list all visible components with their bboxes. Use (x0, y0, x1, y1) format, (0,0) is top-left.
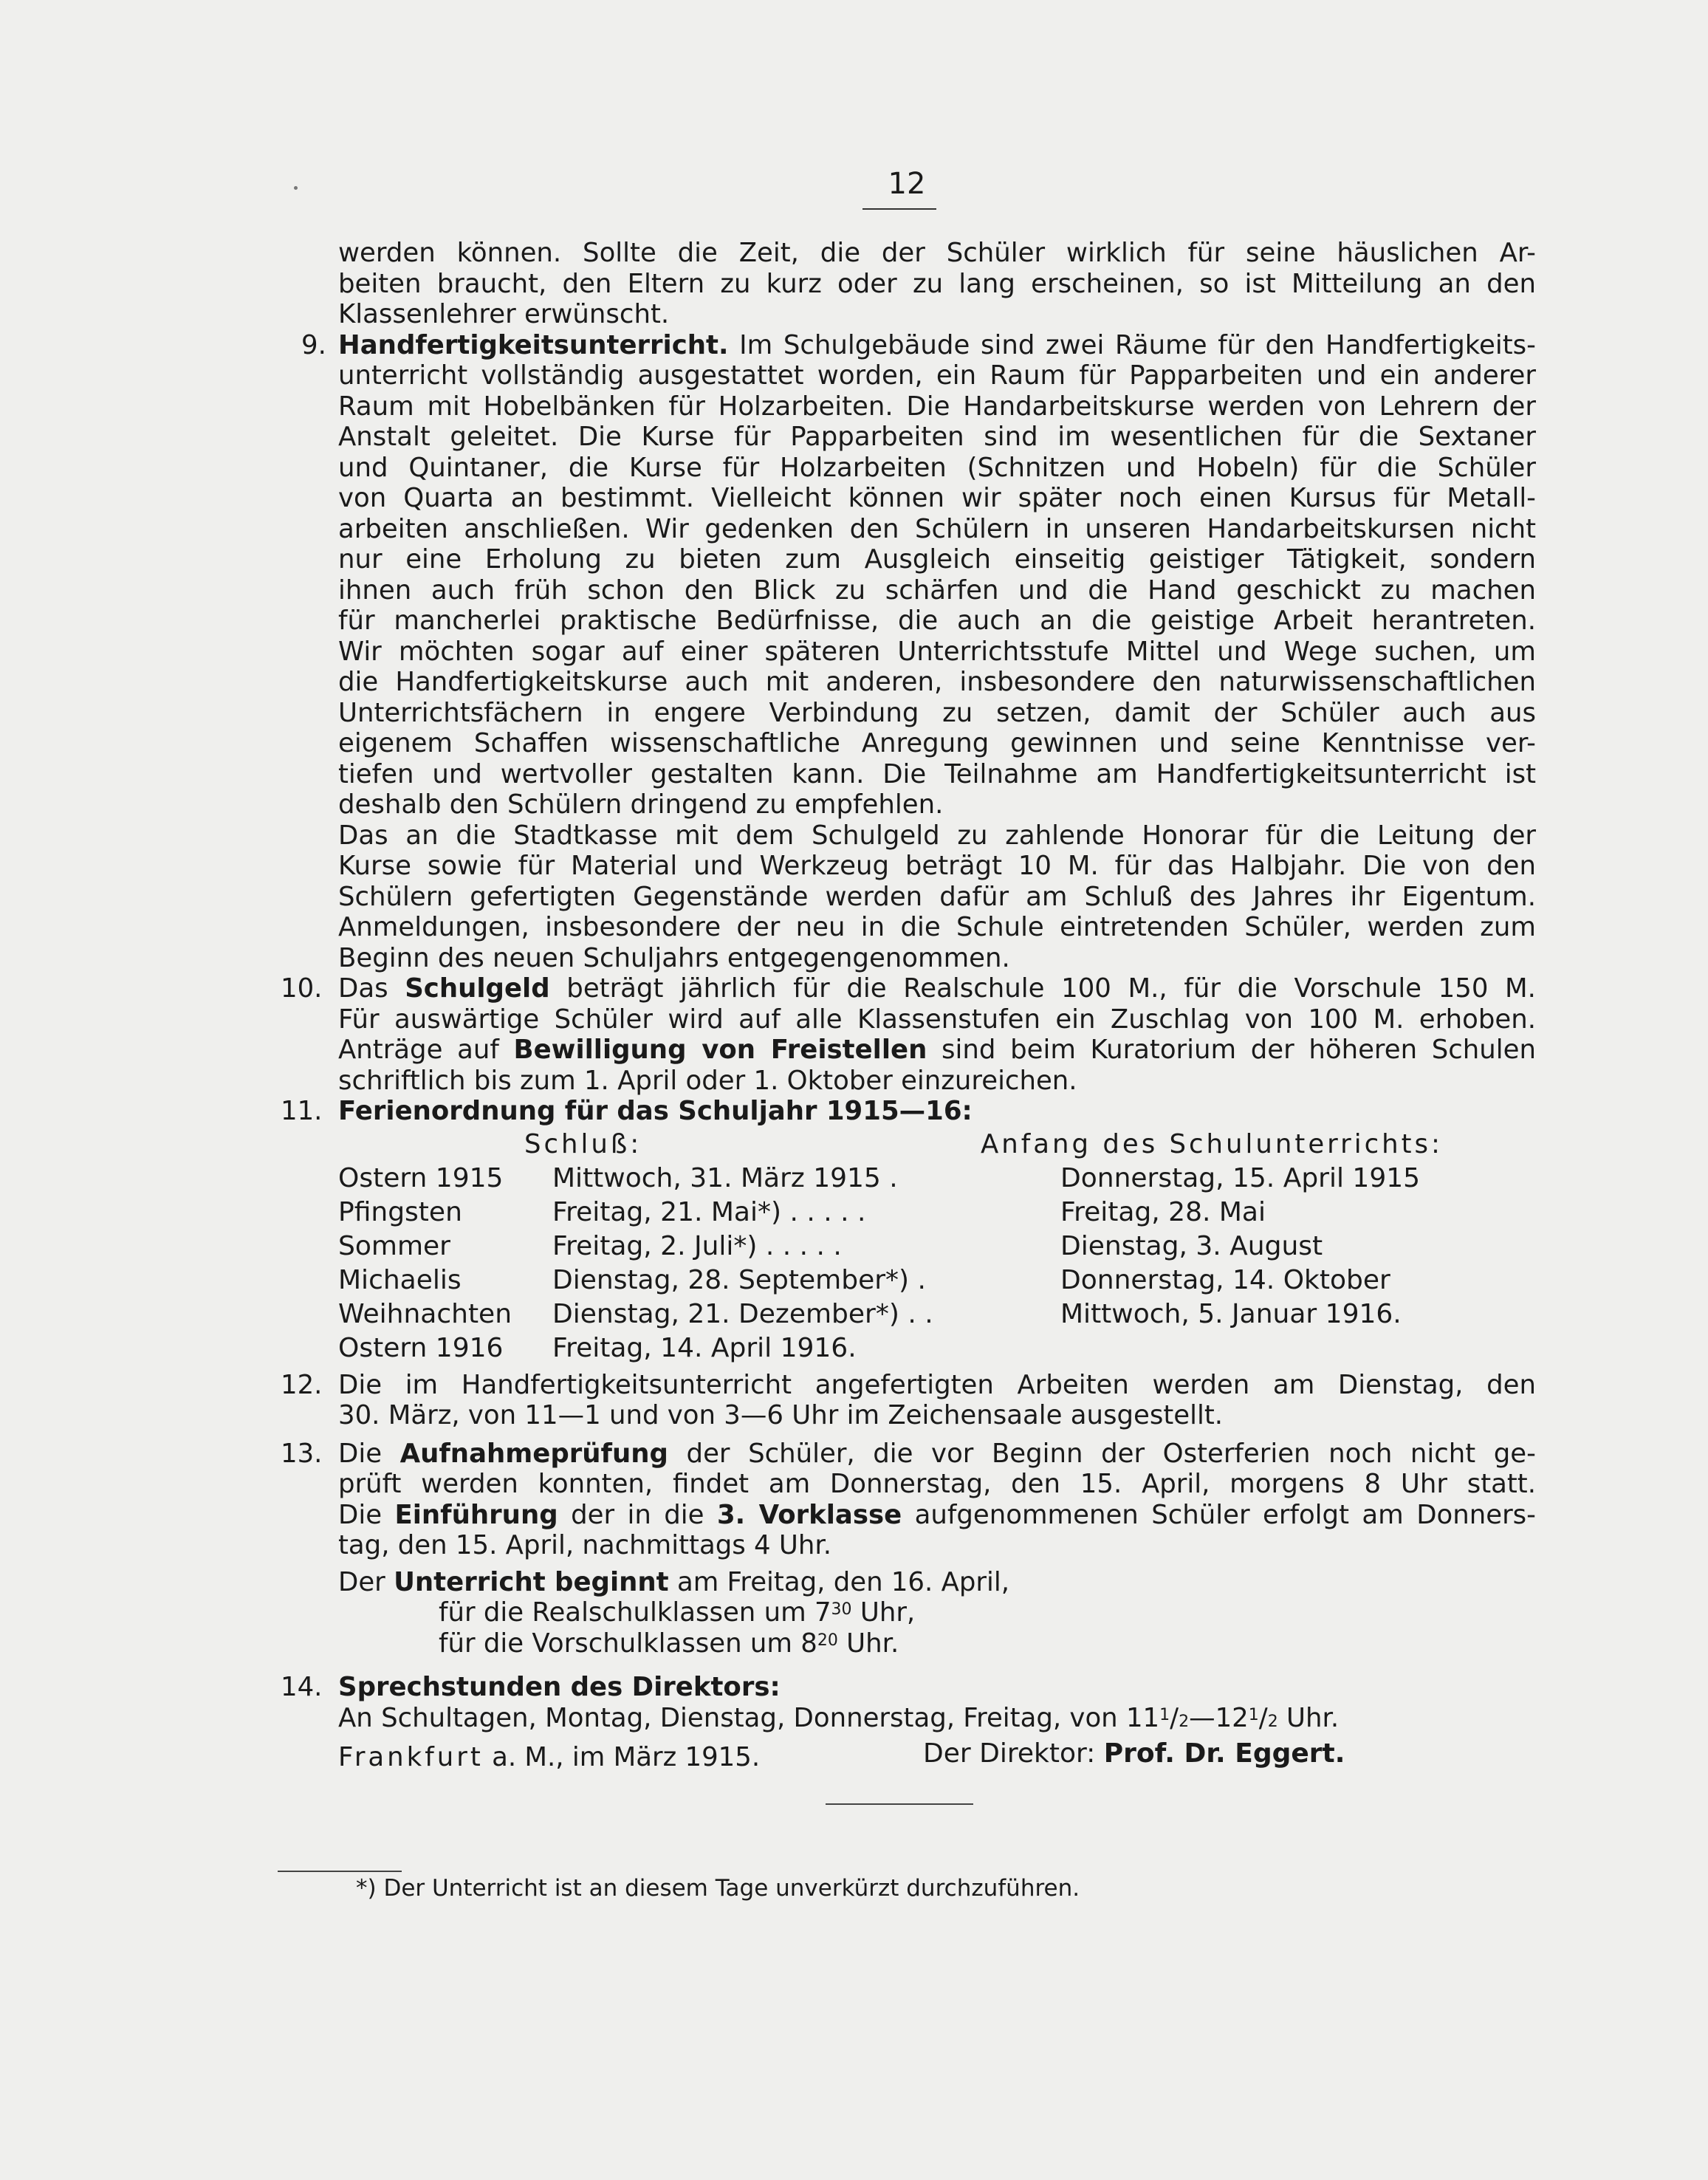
item-9-line: 9. Handfertigkeitsunterricht. Im Schulgebäude sind zwei Räume für den Handfertigkeits- (301, 329, 1536, 360)
signature (923, 1738, 1345, 1769)
text-line: beiten braucht, den Eltern zu kurz oder zu lang erscheinen, so ist Mitteilung an den (338, 268, 1536, 299)
item-13-line: 13. Die Aufnahmeprüfung der Schüler, die vor Beginn der Osterferien noch nicht ge- (281, 1438, 1536, 1469)
text-line: die Handfertigkeitskurse auch mit anderen, insbesondere den naturwissenschaftlichen (338, 667, 1536, 697)
item-number: 13. (281, 1438, 323, 1469)
stray-mark (294, 186, 298, 190)
text-line: Anstalt geleitet. Die Kurse für Papparbeiten sind im wesentlichen für die Sextaner (338, 422, 1536, 452)
item-number: 9. (301, 329, 326, 360)
item-14-line (281, 1672, 1536, 1703)
text-line: Wir möchten sogar auf einer späteren Unterrichtsstufe Mittel und Wege suchen, um (338, 636, 1536, 667)
ferien-row: Ostern 1915 Mittwoch, 31. März 1915 . Donnerstag, 15. April 1915 (338, 1162, 1421, 1193)
text-line: Der Unterricht beginnt am Freitag, den 16. April, (338, 1566, 1010, 1597)
ferien-row: Weihnachten Dienstag, 21. Dezember*) . . Mittwoch, 5. Januar 1916. (338, 1298, 1402, 1329)
text-line: Das an die Stadtkasse mit dem Schulgeld zu zahlende Honorar für die Leitung der (338, 820, 1536, 851)
item-11-line (281, 1096, 1536, 1127)
text-line: Raum mit Hobelbänken für Holzarbeiten. Die Handarbeitskurse werden von Lehrern der (338, 391, 1536, 422)
signature-name: Prof. Dr. Eggert. (1103, 1738, 1345, 1769)
text-line: nur eine Erholung zu bieten zum Ausgleich einseitig geistiger Tätigkeit, sondern (338, 544, 1536, 575)
text-line: ihnen auch früh schon den Blick zu schärfen und die Hand geschickt zu machen (338, 575, 1536, 606)
text-line: deshalb den Schülern dringend zu empfehlen. (338, 789, 944, 820)
item-9-title: Handfertigkeitsunterricht. (338, 329, 729, 360)
item-number: 10. (281, 973, 323, 1004)
text-line: tag, den 15. April, nachmittags 4 Uhr. (338, 1530, 831, 1560)
text-line: Unterrichtsfächern in engere Verbindung zu setzen, damit der Schüler auch aus (338, 697, 1536, 728)
text-line: und Quintaner, die Kurse für Holzarbeiten (Schnitzen und Hobeln) für die Schüler (338, 452, 1536, 483)
text-line: An Schultagen, Montag, Dienstag, Donnerstag, Freitag, von $11^1/2—12^1/2$ Uhr. (338, 1702, 1340, 1733)
text-line: Anmeldungen, insbesondere der neu in die Schule eintretenden Schüler, werden zum (338, 912, 1536, 942)
ferien-row: Michaelis Dienstag, 28. September*) . Donnerstag, 14. Oktober (338, 1264, 1390, 1295)
footnote-rule (278, 1871, 402, 1872)
text-line: tiefen und wertvoller gestalten kann. Die Teilnahme am Handfertigkeitsunterricht ist (338, 758, 1536, 789)
text-line: schriftlich bis zum 1. April oder 1. Oktober einzureichen. (338, 1065, 1077, 1096)
text-line: Die Einführung der in die 3. Vorklasse aufgenommenen Schüler erfolgt am Donners- (338, 1499, 1536, 1530)
item-number: 11. (281, 1096, 323, 1126)
item-11-title: Ferienordnung für das Schuljahr 1915—16: (338, 1096, 973, 1126)
text-line: Für auswärtige Schüler wird auf alle Klassenstufen ein Zuschlag von 100 M. erhoben. (338, 1004, 1536, 1035)
text-line: unterricht vollständig ausgestattet worden, ein Raum für Papparbeiten und ein anderer (338, 360, 1536, 391)
header-anfang: Anfang des Schulunterrichts: (981, 1128, 1444, 1159)
item-number: 14. (281, 1672, 323, 1702)
text-line: Kurse sowie für Material und Werkzeug beträgt 10 M. für das Halbjahr. Die von den (338, 851, 1536, 881)
text-line: prüft werden konnten, findet am Donnerstag, den 15. April, morgens 8 Uhr statt. (338, 1469, 1536, 1499)
text-line: arbeiten anschließen. Wir gedenken den Schülern in unseren Handarbeitskursen nicht (338, 513, 1536, 544)
section-rule (826, 1803, 973, 1805)
text-line: Beginn des neuen Schuljahrs entgegengenommen. (338, 942, 1010, 973)
text-line: für die Realschulklassen um $7^{30}$ Uhr, (439, 1597, 916, 1628)
signature-label: Der Direktor: (923, 1738, 1096, 1769)
page-number-rule (862, 208, 936, 210)
text-line: Anträge auf Bewilligung von Freistellen sind beim Kuratorium der höheren Schulen (338, 1035, 1537, 1065)
text-line: 30. März, von 11—1 und von 3—6 Uhr im Zeichensaale ausgestellt. (338, 1400, 1224, 1430)
body-text (281, 238, 1536, 1773)
footnote: *) Der Unterricht ist an diesem Tage unverkürzt durchzuführen. (356, 1875, 1080, 1902)
text-line: werden können. Sollte die Zeit, die der Schüler wirklich für seine häuslichen Ar- (338, 238, 1536, 268)
text-line: Schülern gefertigten Gegenstände werden dafür am Schluß des Jahres ihr Eigentum. (338, 881, 1536, 912)
text-line: eigenem Schaffen wissenschaftliche Anregung gewinnen und seine Kenntnisse ver- (338, 728, 1536, 758)
ferien-row: Ostern 1916 Freitag, 14. April 1916. (338, 1332, 857, 1363)
place-date: Frankfurt a. M., im März 1915. (338, 1742, 761, 1772)
ferien-row: Sommer Freitag, 2. Juli*) . . . . . Dienstag, 3. August (338, 1230, 1323, 1261)
header-schluss: Schluß: (524, 1128, 642, 1159)
item-number: 12. (281, 1369, 323, 1400)
text-line: Klassenlehrer erwünscht. (338, 299, 670, 329)
item-12-line: 12. Die im Handfertigkeitsunterricht angefertigten Arbeiten werden am Dienstag, den (281, 1369, 1536, 1400)
ferien-table-header (281, 1127, 1536, 1162)
text-line: für die Vorschulklassen um $8^{20}$ Uhr. (439, 1628, 899, 1659)
ferien-row: Pfingsten Freitag, 21. Mai*) . . . . . Freitag, 28. Mai (338, 1196, 1266, 1227)
page-number: 12 (888, 167, 926, 201)
text-line: von Quarta an bestimmt. Vielleicht können wir später noch einen Kursus für Metall- (338, 483, 1536, 513)
item-14-title: Sprechstunden des Direktors: (338, 1672, 781, 1702)
text-line: für mancherlei praktische Bedürfnisse, die auch an die geistige Arbeit herantreten. (338, 606, 1536, 636)
item-10-line: 10. Das Schulgeld beträgt jährlich für die Realschule 100 M., für die Vorschule 150 M. (281, 973, 1536, 1004)
